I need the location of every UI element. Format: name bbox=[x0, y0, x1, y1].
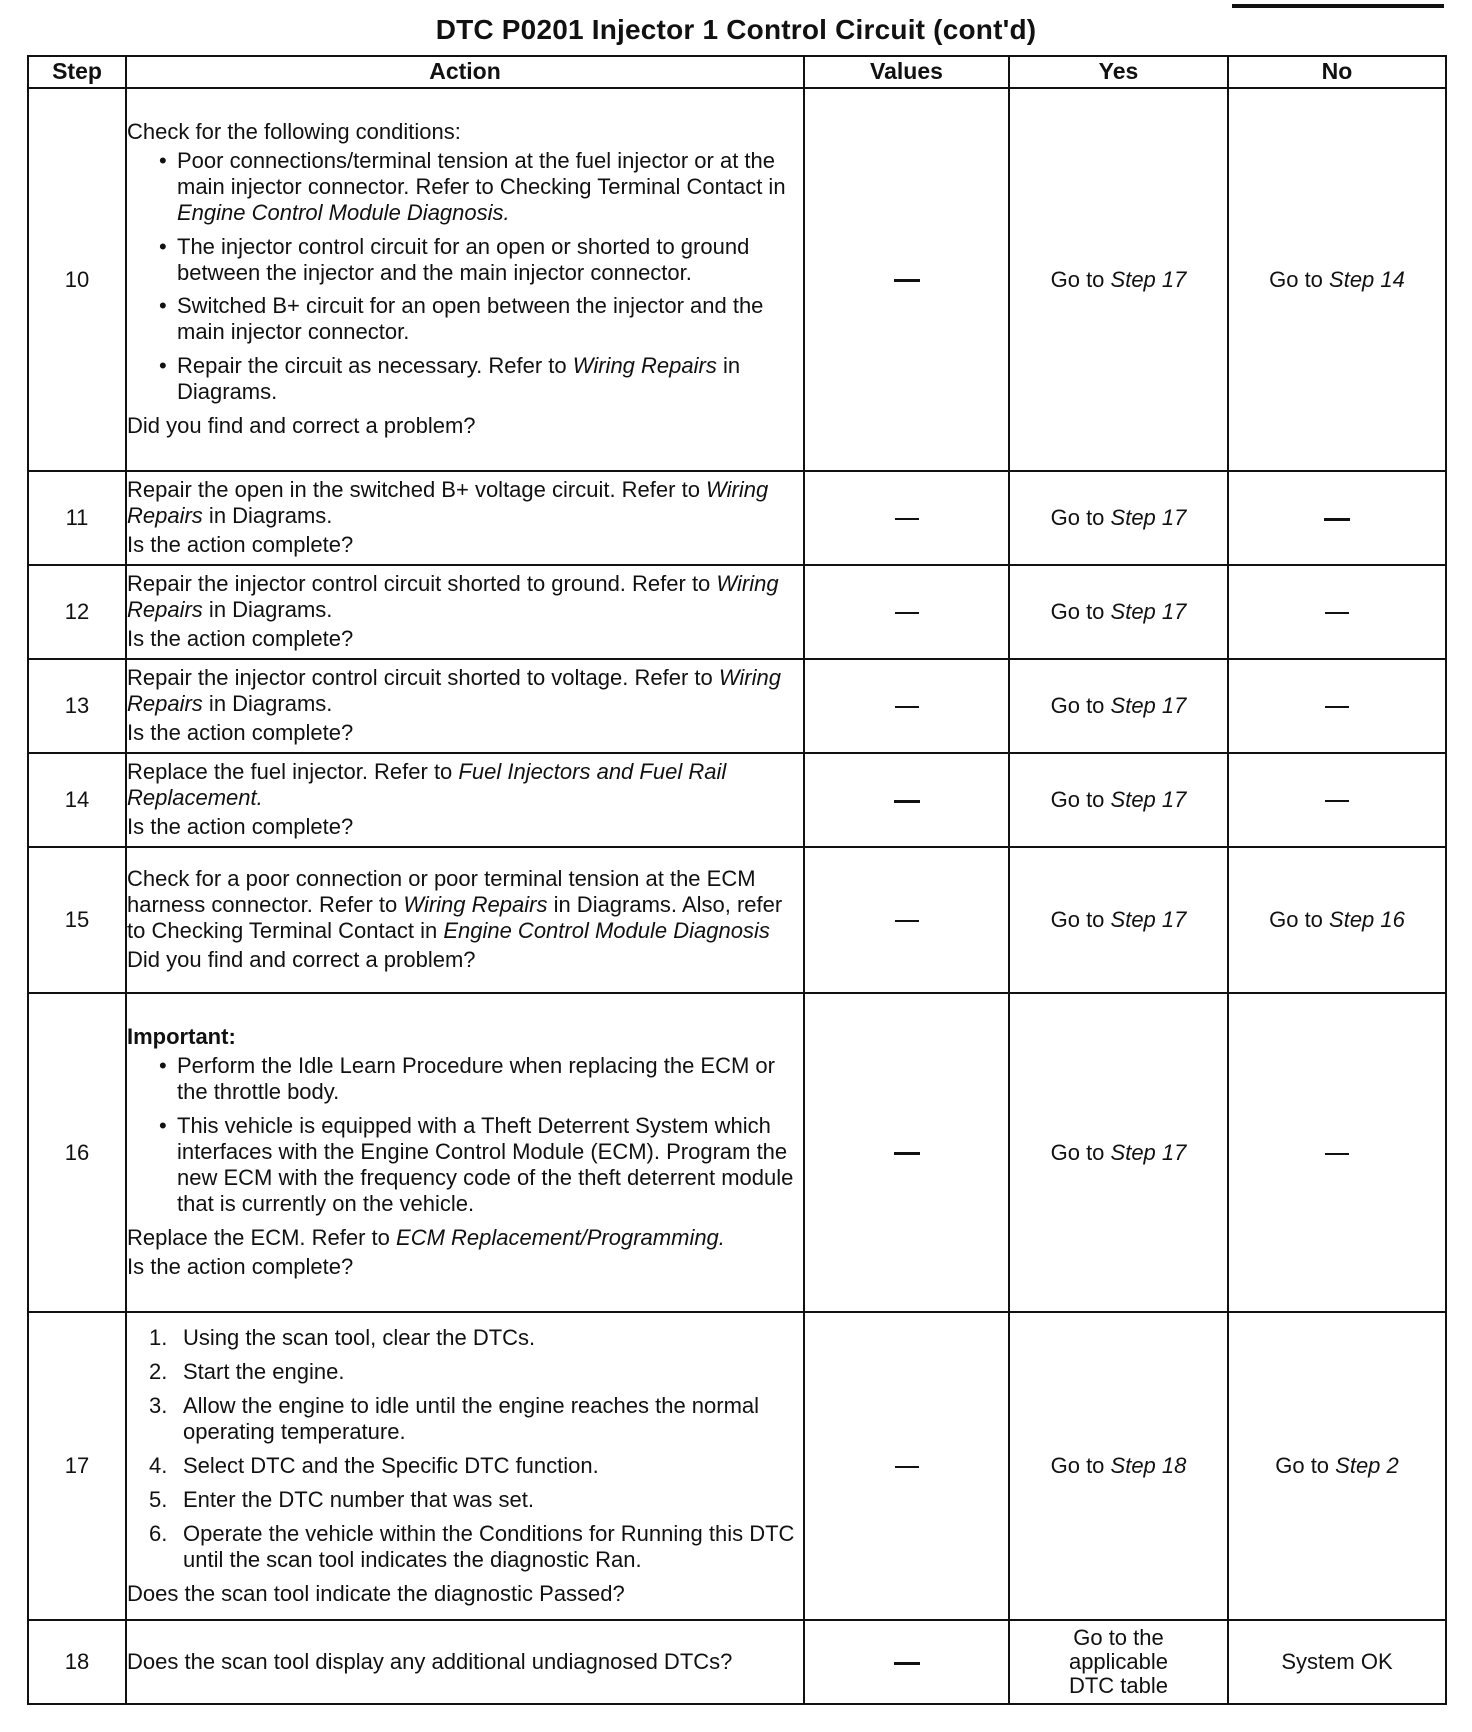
dash-mark bbox=[894, 800, 920, 803]
table-row bbox=[28, 1620, 1446, 1704]
header-action: Action bbox=[126, 56, 804, 88]
step-number: 16 bbox=[28, 993, 126, 1312]
dash-mark bbox=[1325, 1153, 1349, 1155]
values-cell bbox=[804, 565, 1009, 659]
action-cell bbox=[126, 659, 804, 753]
step-number: 14 bbox=[28, 753, 126, 847]
action-question: Is the action complete? bbox=[127, 531, 354, 557]
yes-step-ref: Step 17 bbox=[1110, 266, 1187, 292]
action-question: Is the action complete? bbox=[127, 1253, 354, 1279]
list-item: • This vehicle is equipped with a Theft Deterrent System which interfaces with the Engine Control Module (ECM). Program the new ECM with the frequency code of the theft deterrent module that is currently on the vehicle. bbox=[159, 1113, 803, 1217]
action-question: Does the scan tool display any additional undiagnosed DTCs? bbox=[127, 1648, 733, 1674]
list-item: 6. Operate the vehicle within the Conditions for Running this DTC until the scan tool indicates the diagnostic Ran. bbox=[149, 1520, 795, 1572]
no-step-ref: Step 14 bbox=[1329, 266, 1405, 292]
action-question: Is the action complete? bbox=[127, 813, 354, 839]
dash-mark bbox=[894, 1662, 920, 1665]
action-text: Repair the injector control circuit shorted to ground. Refer to Wiring Repairs in Diagrams. bbox=[127, 571, 779, 623]
dash-mark bbox=[895, 920, 919, 922]
values-cell bbox=[804, 847, 1009, 993]
dash-mark bbox=[1325, 612, 1349, 614]
action-text: Check for a poor connection or poor terminal tension at the ECM harness connector. Refer to Wiring Repairs in Diagrams. Also, refer to Checking Terminal Contact in Engine Control Module Diagnosis bbox=[127, 866, 783, 943]
action-intro: Check for the following conditions: bbox=[127, 118, 461, 144]
header-yes: Yes bbox=[1009, 56, 1228, 88]
no-cell: System OK bbox=[1228, 1620, 1446, 1704]
no-cell bbox=[1228, 753, 1446, 847]
header-step: Step bbox=[28, 56, 126, 88]
yes-step-ref: Step 17 bbox=[1110, 1139, 1187, 1165]
table-row bbox=[28, 565, 1446, 659]
action-cell bbox=[126, 565, 804, 659]
table-row bbox=[28, 471, 1446, 565]
yes-cell: Go to Step 17 bbox=[1009, 88, 1228, 471]
dash-mark bbox=[894, 1152, 920, 1155]
list-item: • Poor connections/terminal tension at the fuel injector or at the main injector connector. Refer to Checking Terminal Contact in Engine Control Module Diagnosis. bbox=[159, 148, 803, 226]
step-number: 11 bbox=[28, 471, 126, 565]
yes-cell: Go to Step 17 bbox=[1009, 993, 1228, 1312]
table-row bbox=[28, 88, 1446, 471]
yes-step-ref: Step 17 bbox=[1110, 505, 1187, 531]
procedure-list bbox=[127, 1325, 803, 1573]
no-cell bbox=[1228, 471, 1446, 565]
header-values: Values bbox=[804, 56, 1009, 88]
condition-list bbox=[127, 148, 803, 406]
action-cell bbox=[126, 847, 804, 993]
action-cell bbox=[126, 88, 804, 471]
action-question: Is the action complete? bbox=[127, 719, 354, 745]
page-title: DTC P0201 Injector 1 Control Circuit (cont'd) bbox=[435, 14, 1037, 45]
list-item: 2. Start the engine. bbox=[149, 1359, 345, 1385]
dash-mark bbox=[895, 1466, 919, 1468]
dash-mark bbox=[894, 279, 920, 282]
values-cell bbox=[804, 1312, 1009, 1620]
step-number: 10 bbox=[28, 88, 126, 471]
yes-step-ref: Step 17 bbox=[1110, 693, 1187, 719]
table-row bbox=[28, 847, 1446, 993]
dash-mark bbox=[895, 612, 919, 614]
action-cell bbox=[126, 1312, 804, 1620]
values-cell bbox=[804, 471, 1009, 565]
table-row bbox=[28, 659, 1446, 753]
values-cell bbox=[804, 753, 1009, 847]
values-cell bbox=[804, 659, 1009, 753]
dash-mark bbox=[1324, 518, 1350, 521]
step-number: 18 bbox=[28, 1620, 126, 1704]
no-cell bbox=[1228, 659, 1446, 753]
action-question: Is the action complete? bbox=[127, 625, 354, 651]
action-question: Did you find and correct a problem? bbox=[127, 946, 476, 972]
yes-cell: Go to Step 17 bbox=[1009, 659, 1228, 753]
yes-cell: Go to Step 17 bbox=[1009, 753, 1228, 847]
yes-step-ref: Step 17 bbox=[1110, 599, 1187, 625]
header-no: No bbox=[1228, 56, 1446, 88]
list-item: 4. Select DTC and the Specific DTC function. bbox=[149, 1453, 599, 1479]
yes-cell: Go to Step 17 bbox=[1009, 471, 1228, 565]
yes-step-ref: Step 17 bbox=[1110, 787, 1187, 813]
yes-cell: Go to Step 18 bbox=[1009, 1312, 1228, 1620]
action-cell bbox=[126, 753, 804, 847]
values-cell bbox=[804, 1620, 1009, 1704]
no-cell: Go to Step 16 bbox=[1228, 847, 1446, 993]
dtc-table bbox=[27, 55, 1447, 1705]
action-cell bbox=[126, 471, 804, 565]
action-text: Repair the open in the switched B+ voltage circuit. Refer to Wiring Repairs in Diagrams. bbox=[127, 477, 769, 529]
important-heading: Important: bbox=[127, 1024, 236, 1050]
action-text: Replace the ECM. Refer to ECM Replacement/Programming. bbox=[127, 1224, 725, 1250]
dash-mark bbox=[1325, 706, 1349, 708]
no-step-ref: Step 16 bbox=[1329, 907, 1405, 933]
table-row bbox=[28, 993, 1446, 1312]
list-item: 1. Using the scan tool, clear the DTCs. bbox=[149, 1325, 536, 1351]
step-number: 13 bbox=[28, 659, 126, 753]
list-item: 5. Enter the DTC number that was set. bbox=[149, 1486, 534, 1512]
action-text: Repair the injector control circuit shorted to voltage. Refer to Wiring Repairs in Diagrams. bbox=[127, 665, 781, 717]
step-number: 15 bbox=[28, 847, 126, 993]
yes-cell: Go to Step 17 bbox=[1009, 565, 1228, 659]
values-cell bbox=[804, 993, 1009, 1312]
table-header-row bbox=[28, 56, 1446, 88]
action-question: Does the scan tool indicate the diagnostic Passed? bbox=[127, 1580, 625, 1606]
dash-mark bbox=[895, 706, 919, 708]
table-row bbox=[28, 1312, 1446, 1620]
action-cell bbox=[126, 993, 804, 1312]
action-cell bbox=[126, 1620, 804, 1704]
step-number: 17 bbox=[28, 1312, 126, 1620]
list-item: • Perform the Idle Learn Procedure when replacing the ECM or the throttle body. bbox=[159, 1053, 803, 1105]
important-list bbox=[127, 1053, 803, 1217]
no-step-ref: Step 2 bbox=[1335, 1453, 1399, 1479]
dash-mark bbox=[895, 518, 919, 520]
no-cell: Go to Step 2 bbox=[1228, 1312, 1446, 1620]
action-text: Replace the fuel injector. Refer to Fuel Injectors and Fuel Rail Replacement. bbox=[127, 759, 727, 811]
yes-step-ref: Step 17 bbox=[1110, 907, 1187, 933]
step-number: 12 bbox=[28, 565, 126, 659]
list-item: 3. Allow the engine to idle until the engine reaches the normal operating temperature. bbox=[149, 1393, 760, 1445]
list-item: • Switched B+ circuit for an open between the injector and the main injector connector. bbox=[159, 293, 803, 345]
no-cell bbox=[1228, 993, 1446, 1312]
yes-cell: Go to the applicable DTC table bbox=[1009, 1620, 1228, 1704]
list-item: • The injector control circuit for an open or shorted to ground between the injector and the main injector connector. bbox=[159, 234, 803, 286]
yes-step-ref: Step 18 bbox=[1110, 1453, 1187, 1479]
values-cell bbox=[804, 88, 1009, 471]
dash-mark bbox=[1325, 800, 1349, 802]
table-row bbox=[28, 753, 1446, 847]
corner-rule bbox=[1232, 4, 1444, 8]
yes-cell: Go to Step 17 bbox=[1009, 847, 1228, 993]
no-cell: Go to Step 14 bbox=[1228, 88, 1446, 471]
list-item: • Repair the circuit as necessary. Refer to Wiring Repairs in Diagrams. bbox=[159, 353, 803, 405]
action-question: Did you find and correct a problem? bbox=[127, 413, 476, 439]
no-cell bbox=[1228, 565, 1446, 659]
